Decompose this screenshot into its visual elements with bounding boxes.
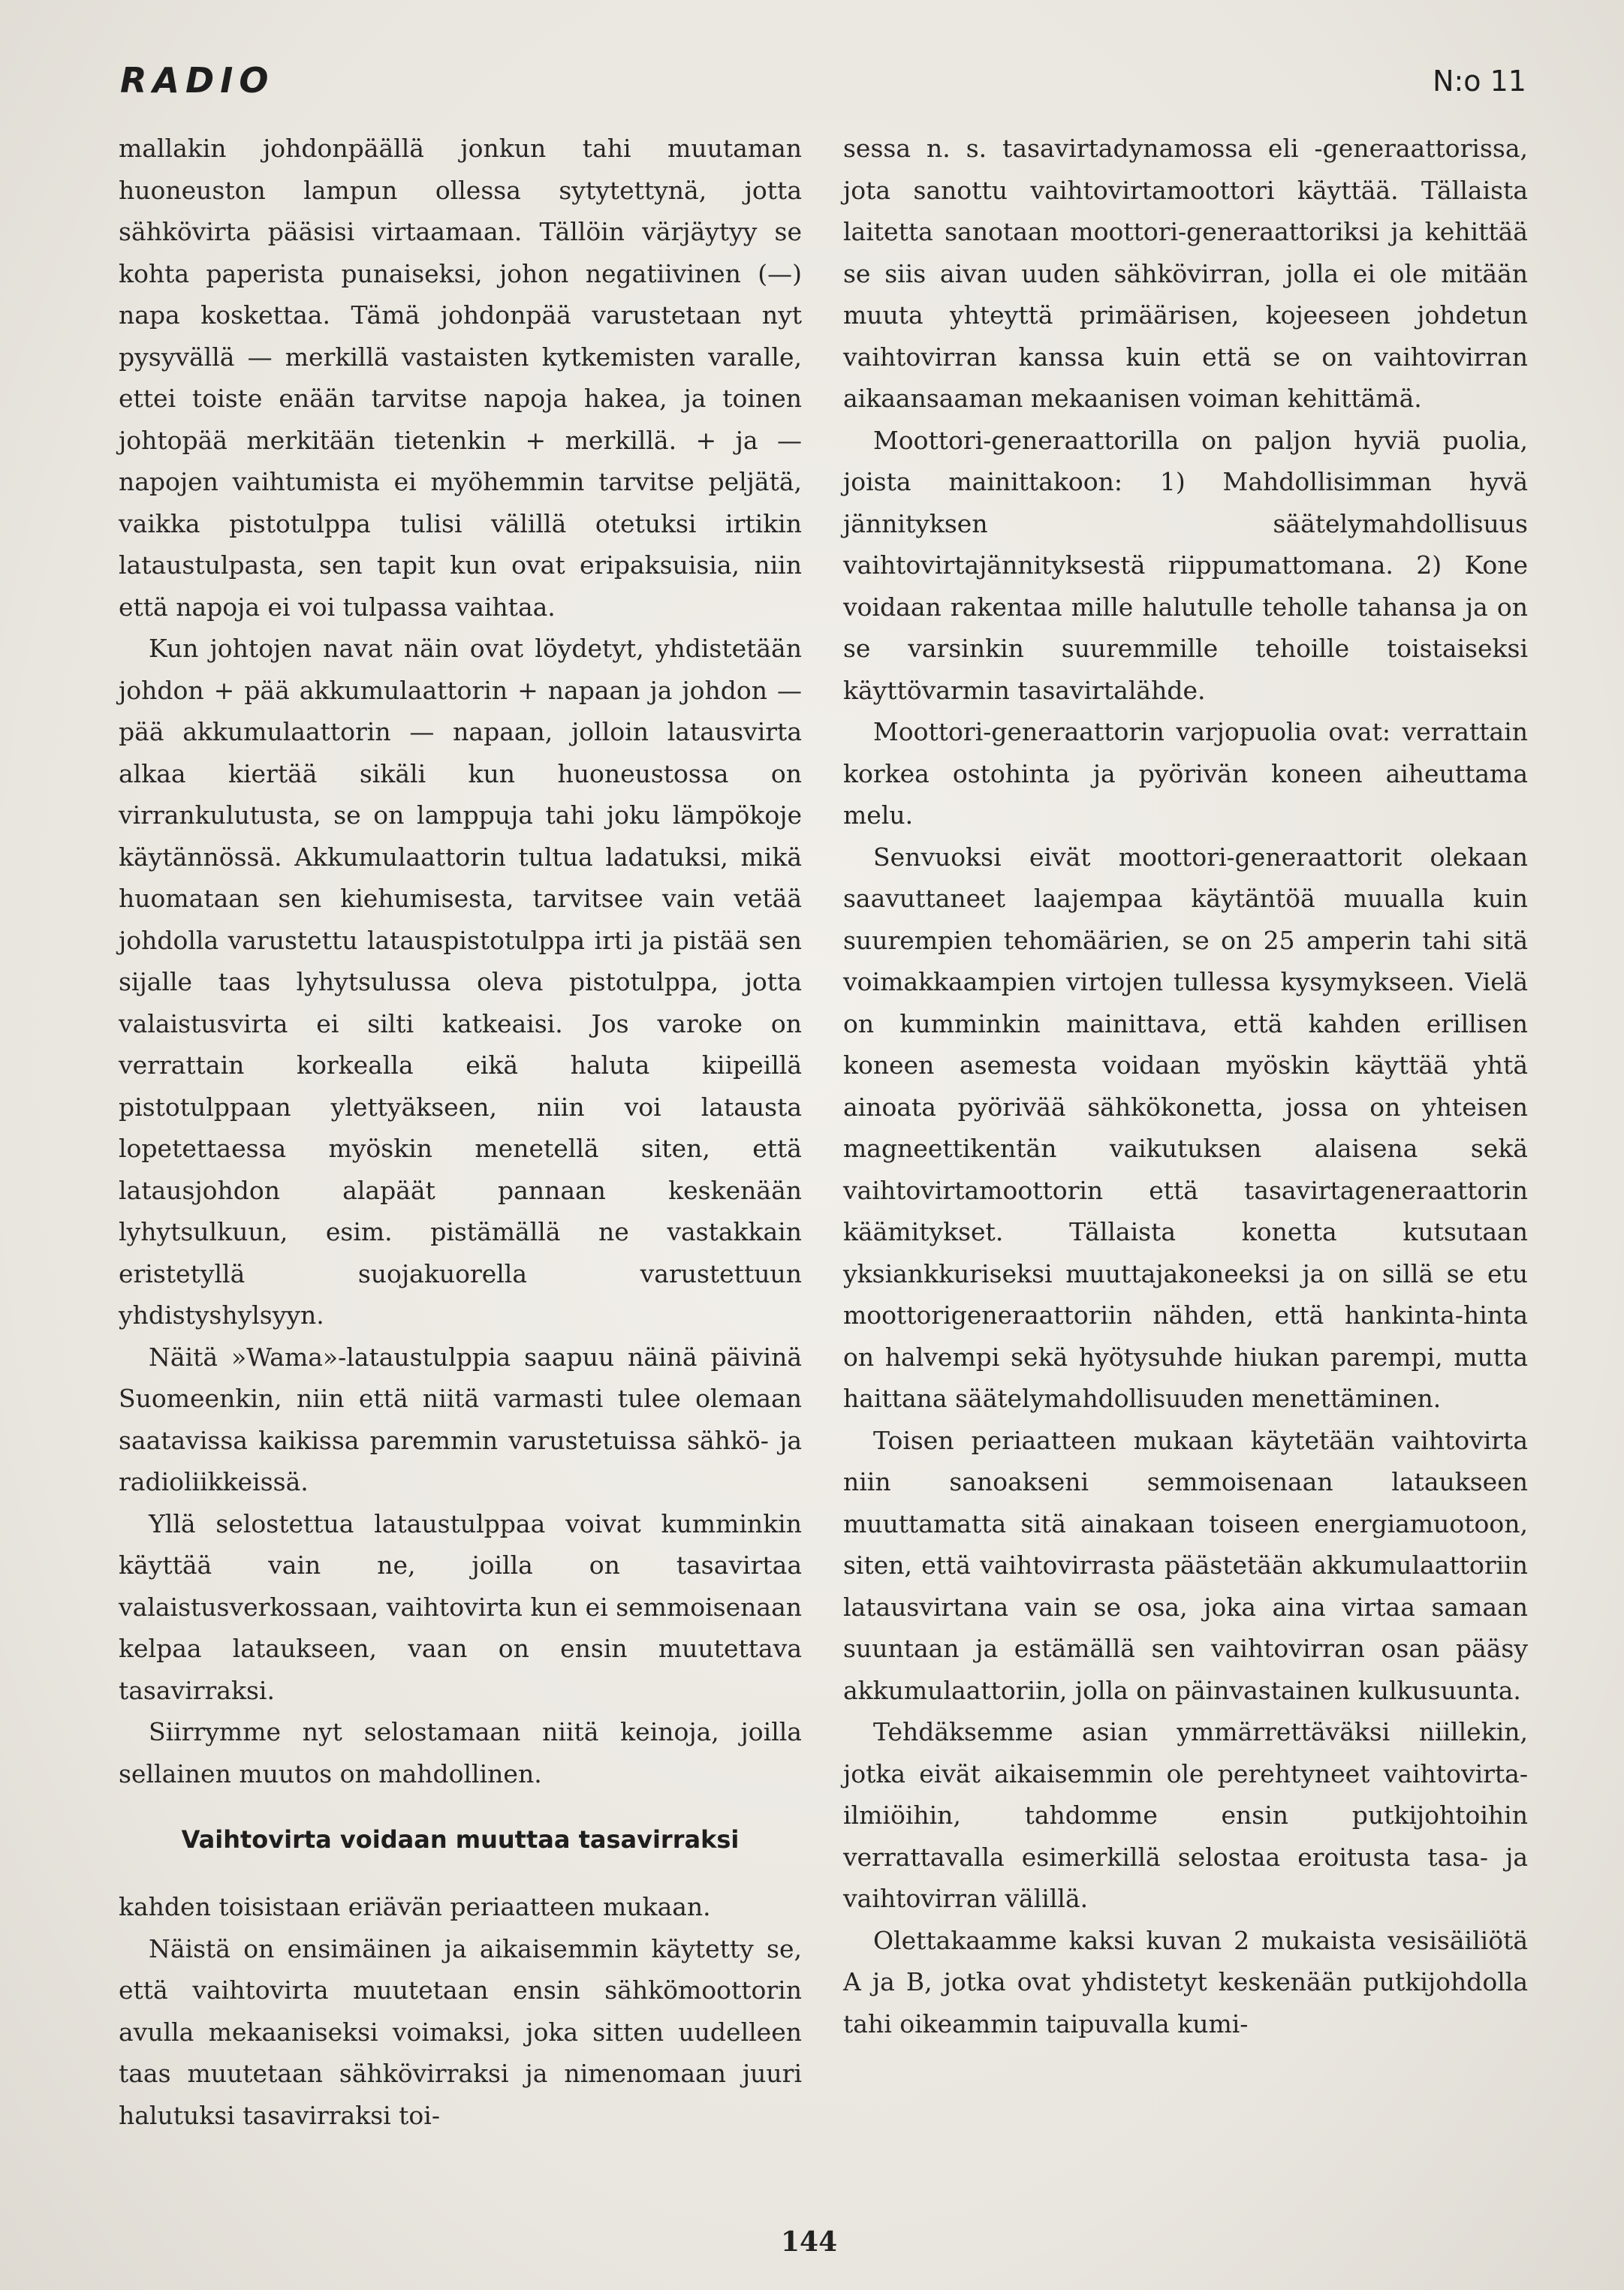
left-column (119, 128, 802, 2136)
issue-number: N:o 11 (1433, 65, 1526, 98)
paragraph: Tehdäksemme asian ymmärrettäväksi niillekin, jotka eivät aikaisemmin ole perehtyneet vaihtovirta-ilmiöihin, tahdomme ensin putkijohtoihin verrattavalla esimerkillä selostaa eroitusta tasa- ja vaihtovirran välillä. (843, 1717, 1528, 1913)
paragraph: Yllä selostettua lataustulppaa voivat kumminkin käyttää vain ne, joilla on tasavirtaa valaistusverkossaan, vaihtovirta kun ei semmoisenaan kelpaa lataukseen, vaan on ensin muutettava tasavirraksi. (119, 1508, 802, 1705)
page-number: 144 (781, 2226, 838, 2258)
journal-title: RADIO (120, 60, 275, 101)
paragraph: Moottori-generaattorin varjopuolia ovat: verrattain korkea ostohinta ja pyörivän koneen aiheuttama melu. (843, 717, 1528, 830)
paragraph: Toisen periaatteen mukaan käytetään vaihtovirta niin sanoakseni semmoisenaan lataukseen muuttamatta sitä ainakaan toiseen energiamuotoon, siten, että vaihtovirrasta päästetään akkumulaattoriin latausvirtana vain se osa, joka aina virtaa samaan suuntaan ja estämällä sen vaihtovirran osan pääsy akkumulaattoriin, jolla on päinvastainen kulkusuunta. (843, 1425, 1528, 1705)
paragraph: Näistä on ensimäinen ja aikaisemmin käytetty se, että vaihtovirta muutetaan ensin sähkömoottorin avulla mekaaniseksi voimaksi, joka sitten uudelleen taas muutetaan sähkövirraksi ja nimenomaan juuri halutuksi tasavirraksi toi- (119, 1933, 802, 2130)
paragraph: kahden toisistaan eriävän periaatteen mukaan. (119, 1892, 711, 1921)
paragraph: Moottori-generaattorilla on paljon hyviä puolia, joista mainittakoon: 1) Mahdollisimman hyvä jännityksen säätelymahdollisuus vaihtovirtajännityksestä riippumattomana. 2) Kone voidaan rakentaa mille halutulle teholle tahansa ja on se varsinkin suuremmille tehoille toistaiseksi käyttövarmin tasavirtalähde. (843, 425, 1528, 705)
section-heading: Vaihtovirta voidaan muuttaa tasavirraksi (181, 1825, 740, 1854)
paragraph: Senvuoksi eivät moottori-generaattorit olekaan saavuttaneet laajempaa käytäntöä muualla kuin suurempien tehomäärien, se on 25 amperin tahi sitä voimakkaampien virtojen tullessa kysymykseen. Vielä on kumminkin mainittava, että kahden erillisen koneen asemesta voidaan myöskin käyttää yhtä ainoata pyörivää sähkökonetta, jossa on yhteisen magneettikentän vaikutuksen alaisena sekä vaihtovirtamoottorin että tasavirtageneraattorin käämitykset. Tällaista konetta kutsutaan yksiankkuriseksi muuttajakoneeksi ja on sillä se etu moottorigeneraattoriin nähden, että hankinta-hinta on halvempi sekä hyötysuhde hiukan parempi, mutta haittana säätelymahdollisuuden menettäminen. (843, 842, 1528, 1413)
right-column (843, 128, 1528, 2044)
paragraph: sessa n. s. tasavirtadynamossa eli -generaattorissa, jota sanottu vaihtovirtamoottori käyttää. Tällaista laitetta sanotaan moottori-generaattoriksi ja kehittää se siis aivan uuden sähkövirran, jolla ei ole mitään muuta yhteyttä primäärisen, kojeeseen johdetun vaihtovirran kanssa kuin että se on vaihtovirran aikaansaaman mekaanisen voiman kehittämä. (843, 134, 1528, 413)
paragraph: mallakin johdonpäällä jonkun tahi muutaman huoneuston lampun ollessa sytytettynä, jotta sähkövirta pääsisi virtaamaan. Tällöin värjäytyy se kohta paperista punaiseksi, johon negatiivinen (—) napa koskettaa. Tämä johdonpää varustetaan nyt pysyvällä — merkillä vastaisten kytkemisten varalle, ettei toiste enään tarvitse napoja hakea, ja toinen johtopää merkitään tietenkin + merkillä. + ja — napojen vaihtumista ei myöhemmin tarvitse peljätä, vaikka pistotulppa tulisi välillä otetuksi irtikin lataustulpasta, sen tapit kun ovat eripaksuisia, niin että napoja ei voi tulpassa vaihtaa. (119, 134, 802, 622)
paragraph: Siirrymme nyt selostamaan niitä keinoja, joilla sellainen muutos on mahdollinen. (119, 1717, 802, 1788)
paragraph: Näitä »Wama»-lataustulppia saapuu näinä päivinä Suomeenkin, niin että niitä varmasti tulee olemaan saatavissa kaikissa paremmin varustetuissa sähkö- ja radioliikkeissä. (119, 1342, 802, 1496)
paragraph: Kun johtojen navat näin ovat löydetyt, yhdistetään johdon + pää akkumulaattorin + napaan ja johdon — pää akkumulaattorin — napaan, jolloin latausvirta alkaa kiertää sikäli kun huoneustossa on virrankulutusta, se on lamppuja tahi joku lämpökoje käytännössä. Akkumulaattorin tultua ladatuksi, mikä huomataan sen kiehumisesta, tarvitsee vain vetää johdolla varustettu latauspistotulppa irti ja pistää sen sijalle taas lyhytsulussa oleva pistotulppa, jotta valaistusvirta ei silti katkeaisi. Jos varoke on verrattain korkealla eikä haluta kiipeillä pistotulppaan ylettyäkseen, niin voi latausta lopetettaessa myöskin menetellä siten, että latausjohdon alapäät pannaan keskenään lyhytsulkuun, esim. pistämällä ne vastakkain eristetyllä suojakuorella varustettuun yhdistyshylsyyn. (119, 634, 802, 1330)
paragraph: Olettakaamme kaksi kuvan 2 mukaista vesisäiliötä A ja B, jotka ovat yhdistetyt keskenään putkijohdolla tahi oikeammin taipuvalla kumi- (843, 1925, 1528, 2038)
